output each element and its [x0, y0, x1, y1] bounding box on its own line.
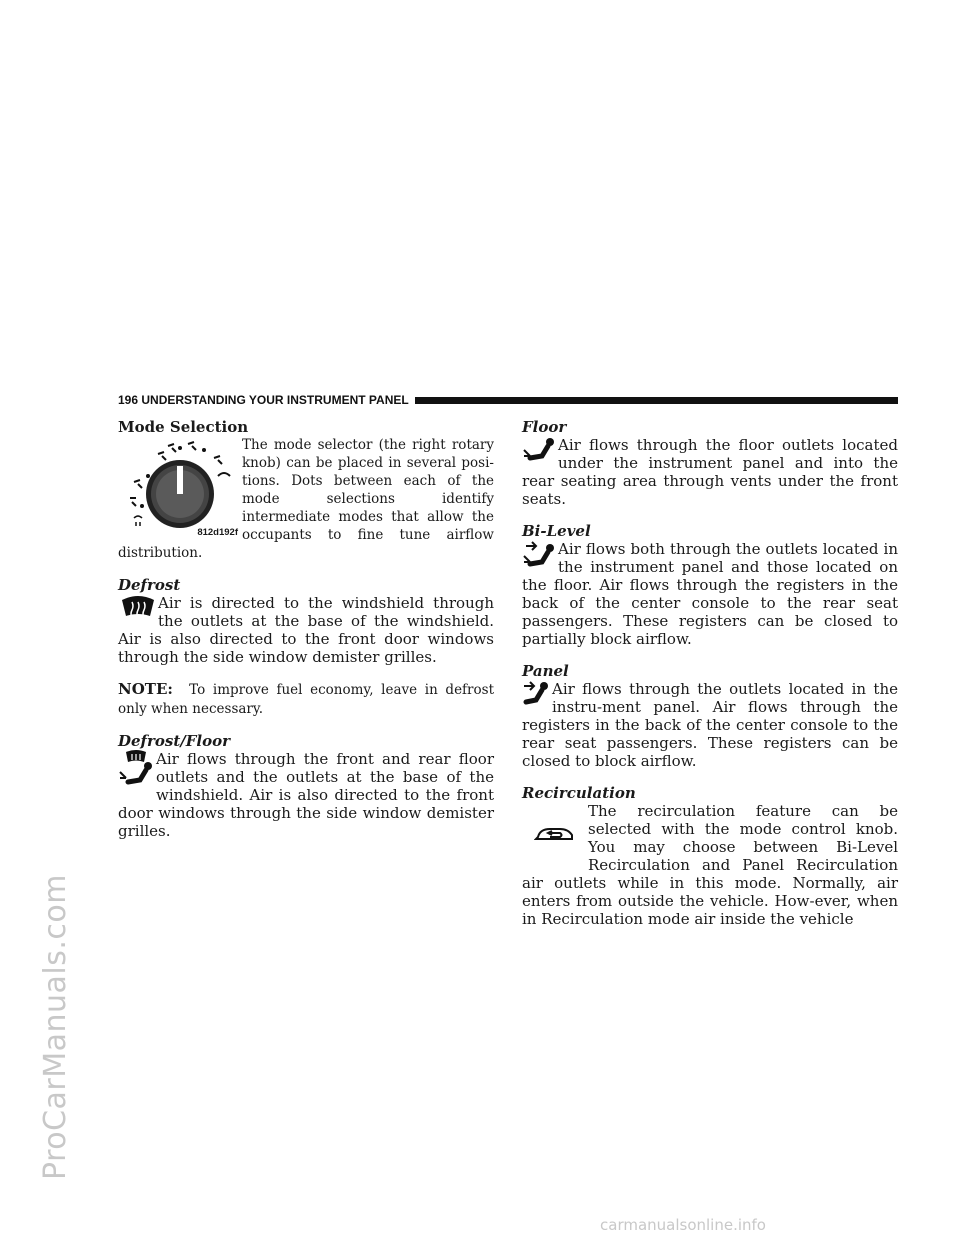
panel-icon: [522, 680, 552, 710]
bilevel-icon: [522, 540, 558, 572]
mode-selection-title: Mode Selection: [118, 418, 249, 436]
floor-section: [522, 418, 898, 508]
mode-selection-body: The mode selector (the right rotary knob) can be placed in several posi-tions. Dots between each of the mode selections identify intermediate modes that allow the occupants to fine tune airflow distribution.: [118, 437, 494, 561]
mode-knob-figure: [118, 436, 242, 544]
note-label: NOTE:: [118, 680, 173, 698]
floor-title: Floor: [522, 418, 567, 436]
note-body: To improve fuel economy, leave in defrost only when necessary.: [118, 682, 494, 717]
bilevel-section: [522, 522, 898, 648]
defrost-section: [118, 576, 494, 666]
bilevel-title: Bi-Level: [522, 522, 591, 540]
page-header-label: 196 UNDERSTANDING YOUR INSTRUMENT PANEL: [118, 393, 409, 407]
recirculation-section: [522, 784, 898, 928]
defrost-floor-icon: [118, 750, 156, 788]
recirculation-icon: [522, 802, 588, 868]
panel-title: Panel: [522, 662, 569, 680]
floor-icon: [522, 436, 558, 466]
defrost-floor-body: Air flows through the front and rear floor outlets and the outlets at the base of the windshield. Air is also directed to the front door windows through the side window demister grilles.: [118, 750, 494, 840]
right-column: [522, 418, 898, 942]
defrost-title: Defrost: [118, 576, 181, 594]
mode-selection-section: [118, 418, 494, 562]
figure-code: 812d192f: [197, 527, 238, 538]
side-watermark-text: ProCarManuals.com: [38, 873, 73, 1180]
side-watermark: [0, 0, 73, 1242]
panel-body: Air flows through the outlets located in the instru-ment panel. Air flows through the registers in the back of the center console to the rear seat passengers. These registers can be closed to block airflow.: [522, 680, 898, 770]
defrost-icon: [118, 594, 158, 620]
defrost-floor-section: [118, 732, 494, 840]
recirculation-title: Recirculation: [522, 784, 636, 802]
panel-section: [522, 662, 898, 770]
left-column: [118, 418, 494, 854]
defrost-body: Air is directed to the windshield through the outlets at the base of the windshield. Air is also directed to the front door windows through the side window demister grilles.: [118, 594, 494, 666]
floor-body: Air flows through the floor outlets located under the instrument panel and into the rear seating area through vents under the front seats.: [522, 436, 898, 508]
bottom-watermark: carmanualsonline.info: [600, 1216, 766, 1234]
defrost-floor-title: Defrost/Floor: [118, 732, 231, 750]
note-section: [118, 680, 494, 718]
bilevel-body: Air flows both through the outlets located in the instrument panel and those located on the floor. Air flows through the registers in the back of the center console to the rear seat passengers. These registers can be closed to partially block airflow.: [522, 540, 898, 648]
header-rule: [415, 397, 898, 404]
page-header: [118, 392, 898, 408]
recirculation-body: The recirculation feature can be selected with the mode control knob. You may choose between Bi-Level Recirculation and Panel Recirculation air outlets while in this mode. Normally, air enters from outside the vehicle. How-ever, when in Recirculation mode air inside the vehicle: [522, 802, 898, 928]
